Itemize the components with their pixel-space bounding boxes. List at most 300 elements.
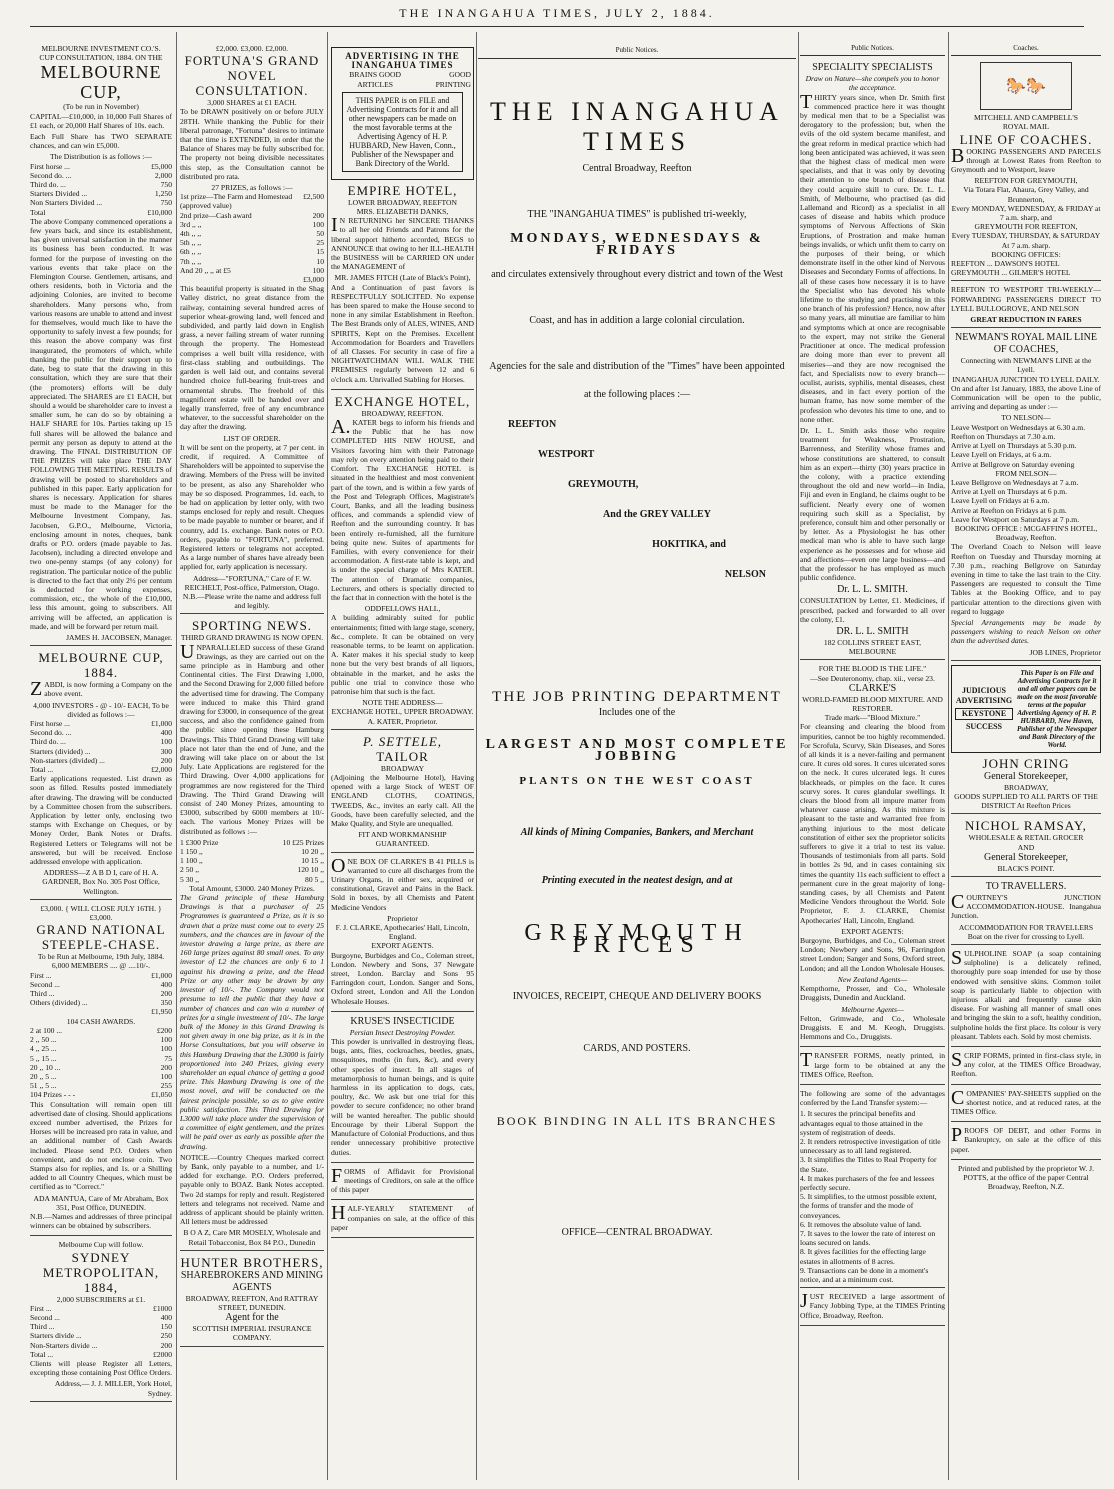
agency-location: NELSON [724,569,766,580]
table-row [30,728,172,737]
notice-line: Includes one of the [598,707,676,718]
ad-address: ADDRESS—Z A B D I, care of H. A. GARDNER, Box No. 305 Post Office, Wellington. [42,868,160,896]
ad-subhead: ACCOMMODATION FOR TRAVELLERS [958,922,1094,932]
timetable-from-nelson [951,478,1101,524]
timetable-to-nelson [951,423,1101,469]
list-item: 4. It makes purchasers of the fee and lessees perfectly secure. [800,1173,935,1192]
row-label: 104 Prizes - - - [30,1090,76,1100]
ad-text: GREYMOUTH ... GILMER'S HOTEL [951,268,1071,278]
agency-location: REEFTON [508,419,557,430]
ad-settele-tailor [331,734,474,853]
ad-subhead: BOOKING OFFICES: [991,249,1061,259]
ad-note: Special Arrangements may be made by passengers wishing to reach Nelson on other than the advertised dates. [951,617,1101,646]
ad-subhead: Draw on Nature—she compels you to honor the acceptance. [805,74,940,93]
row-value: £2000 [153,1349,172,1359]
list-item: Arrive at Lyell on Thursdays at 6 p.m. [951,487,1068,497]
prize-table [30,162,172,217]
row-label: And 20 ,, ,, at £5 [180,265,231,275]
ad-melbourne-investment [30,44,172,646]
ad-title: MELBOURNE CUP, [40,62,162,103]
column-rule [476,32,477,1480]
ad-body: And a Continuation of past favors is RESPECTFULLY SOLICITED. No expense has been spared to make the House second to none in any similar Establishment in Reefton. The Best Brands only of ALES, WINES, AND SPIRITS, Kept on the Premises. Excellent Accommodation for Boarders and Travellers of all Classes. For security in case of fire a NIGHTWATCHMAN WILL WALK THE PREMISES regularly between 12 and 6 o'clock a.m. Unrivalled Stabling for Horses. [331,282,474,384]
table-row [30,747,172,756]
ad-scrip-forms [951,1051,1101,1085]
notice-line: THE "INANGAHUA TIMES" is published tri-weekly, [527,209,747,220]
ad-text: The Distribution is as follows :— [50,152,152,162]
ad-body: HALF-YEARLY STATEMENT of companies on sale, at the office of this paper [331,1202,474,1232]
notice-line: Agencies for the sale and distribution of the "Times" have been appointed [489,361,785,372]
ad-newmans-coaches [951,332,1101,661]
table-row [180,257,324,266]
table-row [180,875,324,884]
table-row [30,737,172,746]
row-value: 10 £25 Prizes [282,837,324,847]
ad-body: Burgoyne, Burbidges and Co., Coleman street, London. Newbery and Sons, 37 Newgate street, London. Barclay and Sons 95 Farringdon court, London. Sanger and Sons, Oxford street, London and All the London Wholesale Houses. [331,950,474,1006]
row-value: £1,000 [151,719,172,728]
ad-zabdi [30,650,172,900]
table-row [180,238,324,247]
column-rule [948,32,949,1480]
ad-body: Kempthorne, Prosser, and Co., Wholesale Druggists, Dunedin and Auckland. [800,984,945,1003]
row-value: 400 [160,728,172,738]
row-value: £3,000 [303,275,324,285]
row-label: First ... [30,1303,52,1313]
ad-title: GRAND NATIONAL STEEPLE-CHASE. [36,922,166,953]
row-value: 200 [312,210,324,220]
ad-owner: MITCHELL AND CAMPBELL'S [973,113,1079,123]
ad-specialists [800,62,945,660]
list-item: Reefton on Thursdays at 7.30 a.m. [951,431,1056,441]
hubbard-agency-logo [331,47,474,180]
ad-westport-tri-weekly [951,285,1101,328]
table-row [30,971,172,980]
paper-address: Central Broadway, Reefton [582,163,692,174]
ad-text: To be Run at Melbourne, 19th July, 1884. [37,952,165,962]
row-value: 400 [160,1312,172,1322]
ad-transfer-forms [800,1051,945,1085]
row-label: 51 ,, 5 ... [30,1081,57,1091]
ad-address: LOWER BROADWAY, REEFTON [348,197,457,207]
ad-subhead: LIST OF ORDER. [223,433,281,443]
prize-table [180,838,324,884]
ad-text: Boat on the river for crossing to Lyell. [967,931,1085,941]
ad-subhead: New Zealand Agents— [837,974,908,984]
row-label: 1 150 ,, [180,847,203,857]
ad-title: KRUSE'S INSECTICIDE [350,1015,455,1027]
table-row [180,847,324,856]
ad-title: P. SETTELE, [362,733,443,749]
keystone-label-bottom: SUCCESS [965,721,1002,731]
notice-emphasis: LARGEST AND MOST COMPLETE JOBBING [485,737,789,764]
table-row [30,189,172,198]
ad-body: A.KATER begs to inform his friends and the Public that he has now COMPLETED HIS NEW HOUSE, and Visitors favoring him with their Patronage may rely on every attention being paid to their Comfort. The EXCHANGE HOTEL is situated in the healthiest and most convenient part of the town, and is within a few yards of the Post and Telegraph Offices, Magistrate's Court, Banks, and all the leading business offices, and commands a splendid view of Reefton and the surrounding country. It has been entirely re-furnished, all the furniture being quite new. Suites of apartments for Families, with every convenience for their accommodation. A first-rate table is kept, and is under the special charge of Mrs KATER. The attention of Dramatic companies, Lecturers, and others is specially directed to the fact that in connection with the hotel is the [331,416,474,602]
row-label: 4th ,, ,, [180,229,202,239]
row-value: 100 [160,737,172,747]
row-value: 100 [160,1071,172,1081]
row-label: 5th ,, ,, [180,238,202,248]
ad-banner: £3,000. { WILL CLOSE JULY 16TH. } £3,000. [40,903,162,923]
row-value: £2,500 [303,192,324,202]
table-row [180,865,324,874]
list-item: Leave Lyell on Fridays, at 6 a.m. [951,450,1052,460]
prize-table [30,971,172,1017]
row-label: Non Starters Divided ... [30,198,103,208]
agency-location: And the GREY VALLEY [603,509,711,520]
ad-body: REEFTON TO WESTPORT TRI-WEEKLY—FORWARDING PASSENGERS DIRECT TO LYELL BULLOGROVE, AND NELSON [951,285,1101,313]
ad-text: AND [1017,842,1035,852]
row-label: Others (divided) ... [30,998,88,1008]
ad-subhead: SHAREBROKERS AND MINING AGENTS [180,1269,324,1293]
row-value: £200 [156,1025,172,1035]
table-row [30,1035,172,1044]
ad-title: HUNTER BROTHERS, [180,1254,324,1270]
row-label: 2nd prize—Cash award [180,210,252,220]
row-label: 5 30 ,, [180,874,199,884]
row-label: Second do. ... [30,728,72,738]
ad-title: FOR THE BLOOD IS THE LIFE." [818,664,927,674]
ad-text: Proprietor [387,913,418,923]
ad-subhead: ROYAL MAIL [1002,122,1050,132]
ad-address: BLACK'S POINT. [997,863,1055,873]
table-row [30,1072,172,1081]
ad-text: Each Full Share has TWO SEPARATE chances, and can win £5,000. [30,132,172,151]
ad-subhead: INANGAHUA JUNCTION TO LYELL DAILY. [952,374,1100,384]
ad-body: To be DRAWN positively on or before JULY 28TH. While thanking the Public for their liberal patronage, "Fortuna" desires to intimate that the time is EXTENDED, in order that the Balance of Shares may be fully subscribed for. The property not being divisible necessitates this step, as the Consultation cannot be distributed pro rata. [180,107,324,181]
row-label: 4 ,, 25 ... [30,1044,57,1054]
row-value: 750 [160,198,172,208]
row-value: 80 5 ,, [305,874,324,884]
row-value: £1000 [153,1303,172,1313]
row-value: 255 [160,1081,172,1091]
table-row [30,719,172,728]
ad-subhead: EXPORT AGENTS. [371,941,434,951]
row-value: 300 [160,746,172,756]
ad-sydney-metropolitan [30,1240,172,1401]
ad-title: TO TRAVELLERS. [985,880,1067,892]
row-value: 100 [160,1035,172,1045]
row-label: Second ... [30,979,60,989]
ad-address: Address—"FORTUNA," Care of F. W. REICHELT, Post-office, Palmerston, Otago. N.B.—Please write the name and address full and legibly. [182,573,322,611]
row-label: 2 at 100 ... [30,1025,63,1035]
row-value: 100 [312,219,324,229]
ad-text: F. J. CLARKE, Apothecaries' Hall, Lincoln, England. [335,923,470,942]
row-label: 2 ,, 50 ... [30,1035,57,1045]
ad-capital: CAPITAL—£10,000, in 10,000 Full Shares of £1 each, or 20,000 Half Shares of 10s. each. [30,111,172,130]
ad-nichol-ramsay [951,818,1101,877]
row-value: £5,000 [151,161,172,171]
row-value: 75 [164,1053,172,1063]
publication-days: MONDAYS, WEDNESDAYS & FRIDAYS [510,231,764,258]
hubbard-keystone-logo [951,665,1101,753]
ad-text: Every MONDAY, WEDNESDAY, & FRIDAY at 7 a.m. sharp, and [951,203,1101,223]
ad-text: 6,000 MEMBERS .... @ ....10/-. [51,961,151,971]
ad-steeplechase [30,904,172,1237]
row-label: Total ... [30,1349,54,1359]
row-value: 10 [316,256,324,266]
ad-body: The above Company commenced operations a few years back, and since its establishment, has given universal satisfaction in the manner its business has been conducted. It was formed for the purpose of investing on the various events that take place on the Flemington Course. Gentlemen, artisans, and others residents, both in Victoria and the adjoining Colonies, are invited to become shareholders. Many persons who, from various reasons are unable to attend and invest for themselves, would much like to have the opportunity to safely invest a few pounds; for this reason the above company was first inaugurated, the promoters of which, while thanking the public for their support up to date, beg to state that the drawing in this consultation, which they are sure that their (the promoters) efforts will be duly appreciated. The SHARES are £1 EACH, but should a would be shareholder care to invest a smaller sum, he can do so by obtaining a HALF SHARE for 10s. Parties taking up 15 full shares will be allowed the balance and permit any person as deputy to attend at the drawing. The FINAL DISTRIBUTION OF THE PRIZES will take place THE DAY FOLLOWING THE MEETING. RESULTS of drawing will be posted to shareholders and published in this paper. Early application for shares is necessary. Application for shares must be made to the Manager for the Melbourne Investment Company, Jas. Jacobsen, G.P.O., Melbourne, Victoria, enclosing amount in notes, cheques, bank drafts or P.O. orders (made payable to Jas. Jacobsen), including a directed envelope and two one-penny stamps (of any colony) for registration. The particular notice of the public is directed to the fact that only 2½ per centum is deducted for working expenses, commission, etc., the whole of the £10,000, less this amount, going to subscribers. All arriving will be affected, an application is made, and will be forward per return mail. [30,216,172,631]
notice-line: BOOK BINDING IN ALL ITS BRANCHES [496,1114,778,1128]
column-4 [478,44,796,1476]
keystone-logo-mark [955,686,1013,732]
ad-subhead: THIRD GRAND DRAWING IS NOW OPEN. [180,633,324,643]
row-value: 200 [160,1340,172,1350]
ad-body: The Overland Coach to Nelson will leave Reefton on Tuesday and Thursday morning at 7.30 p.m., reaching Bellgrove on Saturday evening in time to take the last train to the City. Passengers are requested to consult the Time Tables at the Booking Office, and to pay particular attention to the directions given with regard to luggage [951,542,1101,616]
row-label: First horse ... [30,719,70,728]
notice-line: CARDS, AND POSTERS. [583,1043,691,1054]
row-label: 1st prize—The Farm and Homestead (approved value) [180,192,293,211]
table-row [180,247,324,256]
prize-table [30,1304,172,1359]
greymouth-prices: GREYMOUTH PRICES [524,920,750,958]
paper-title: THE INANGAHUA TIMES [490,97,784,156]
notice-line: INVOICES, RECEIPT, CHEQUE AND DELIVERY BOOKS [512,991,762,1002]
row-value: 120 10 ,, [297,865,324,875]
list-item: Leave Lyell on Fridays at 6 a.m. [951,496,1050,506]
ad-body: TRANSFER FORMS, neatly printed, in large form to be obtained at any the TIMES Office, Reefton. [800,1049,945,1079]
ad-body: PROOFS OF DEBT, and other Forms in Bankruptcy, on sale at the office of this paper. [951,1124,1101,1154]
ad-clarkes-blood-mixture [800,664,945,1047]
table-row [30,162,172,171]
ad-pay-sheets [951,1086,1101,1123]
row-label: 3rd ,, ,, [180,219,202,229]
ad-banner: £2,000. £3,000. £2,000. [215,44,289,53]
row-label: Third ... [30,1322,55,1332]
ad-text: 4,000 INVESTORS - @ - 10/- EACH, To be divided as follows :— [33,700,169,719]
row-label: 1 100 ,, [180,856,203,866]
ad-subhead: BOOKING OFFICE : MCGAFFIN'S HOTEL, Broadway, Reefton. [954,523,1098,543]
ad-notice: NOTICE.—Country Cheques marked correct by Bank, only payable to a number, and 1/- added for exchange. P.O. Orders preferred, payable only to BOAZ. Bank Notes accepted. Two 2d stamps for reply and result. Registered letters and telegrams not received. Name and address of applicant should be plainly written. All letters must be addressed [180,1152,324,1227]
office-address: OFFICE—CENTRAL BROADWAY. [561,1227,713,1238]
prize-table [180,192,324,284]
table-row [30,198,172,207]
ad-body: WHOLESALE & RETAIL GROCER [968,833,1084,843]
table-row [180,229,324,238]
logo-right-label: GOOD PRINTING [435,70,471,89]
ad-address: B O A Z, Care MR MOSELY, Wholesale and Retail Tobacconist, Box 84 P.O., Dunedin [183,1228,321,1247]
ad-body: (Adjoining the Melbourne Hotel), Having opened with a large Stock of WEST OF ENGLAND CLOTHS, COATINGS, TWEEDS, &c., invites an early call. All the Goods, have been carefully selected, and the Make Quality, and Style are unequalled. [331,772,474,828]
ad-body: THIRTY years since, when Dr. Smith first commenced practice here it was thought by medical men that to be a Specialist was derogatory to the profession; but, when the evils of the old system became manifest, and the great reform in medical practice which had long been anticipated was achieved, it was seen that the highest class of medical men were specialists, and that it was only by devoting their attention to one branch of disease that they could acquire skill to cure. Dr. L. L. Smith, of Melbourne, who practised (as did Lallemand and Ricord) as a specialist in all cases of disease and habits which produce symptoms of Nervous Affections of Skin Eruptions, of Prostration and make human beings invalids, or which unfit them to carry on the purposes of their being, or which demonstrate itself in the other kind of Nervous Diseases and Secondary Forms of affections. In all of these cases how necessary it is to have the Specialist who has devoted his whole lifetime to the studying and practising in this one branch of his profession? Hence, now after so many years, all minutiae are familiar to him and symptoms which at once are recognisable to the expert, may not strike the General Practitioner at once. The medical profession are doing more than ever to prevent all miseries—and they are now recognised the fact, and Specialists now to every branch—oculist, aurists, syphilis, mental diseases, chest diseases, and in fact every portion of the human frame, has now some member of the profession who devotes his time to one, and to none other. [800,90,945,424]
ad-hunter-brothers [180,1255,324,1347]
ad-title: EMPIRE HOTEL, [347,182,458,198]
ad-kicker: MELBOURNE INVESTMENT CO.'S. [41,44,161,53]
list-item: Leave for Westport on Saturdays at 7 p.m. [951,514,1080,524]
ad-title: JOHN CRING [982,755,1070,771]
row-value: 200 [160,989,172,999]
keystone-label-mid: KEYSTONE [955,708,1013,720]
ad-exchange-hotel [331,394,474,730]
table-row [30,1063,172,1072]
ad-note: N.B.—Names and addresses of three principal winners can be obtained by subscribers. [30,1211,172,1231]
table-row [180,192,324,210]
ad-subhead: FROM NELSON— [995,468,1057,478]
ad-land-transfer [800,1089,945,1288]
row-label: Non-Starters divide ... [30,1340,98,1350]
ad-body: Dr. L. L. Smith asks those who require treatment for Weakness, Prostration, Barrenness, and Sterility whose frames and whose constitutions are shattered, to consult him as an expert—thirty (30) years practice in the colony, with a practice extending throughout the old and new world—in India, Fiji and even in England, he claims ought to be sufficient. Nearly every one of women requiring such skill as a Specialist, by preference, consult him and other personally or by letter. As a Physiologist he has other medical man who is able to have such large experience as he possesses and for whose aid and affections—even one large business—and that the professor he has employed as much public confidence. [800,425,945,583]
list-item: 9. Transactions can be done in a moment's notice, and at a minimum cost. [800,1265,929,1284]
row-value: 400 [160,979,172,989]
ad-subhead: EXPORT AGENTS: [841,926,904,936]
column-3 [331,44,474,1476]
agency-location: WESTPORT [538,449,595,460]
ad-subhead: 3,000 SHARES at £1 EACH. [207,98,297,108]
ad-text: Trade mark—"Blood Mixture." [824,713,921,723]
ad-signature: Dr. L. L. SMITH. [837,584,908,596]
row-label: Third do. ... [30,737,66,747]
advantages-list [800,1109,945,1284]
table-row [30,180,172,189]
row-value: 2,000 [154,170,172,180]
agency-location: HOKITIKA, and [652,539,726,550]
ad-body: Felton, Grimwade, and Co., Wholesale Druggists. E and M. Keogh, Druggists. Hemmons and Co., Druggists. [800,1013,945,1042]
ad-signature: EXCHANGE HOTEL, UPPER BROADWAY. A. KATER, Proprietor. [331,707,474,726]
column-rule [327,32,328,1480]
ad-subhead: ODDFELLOWS HALL, [364,604,441,614]
row-value: 15 [316,247,324,257]
row-label: Total [30,207,46,217]
notice-line: and circulates extensively throughout every district and town of the West [491,269,783,280]
ad-title: MELBOURNE CUP, 1884. [38,650,164,681]
table-row [30,1341,172,1350]
ad-title: EXCHANGE HOTEL, [334,393,471,409]
row-label: Starters divide ... [30,1331,82,1341]
ad-subhead: GREAT REDUCTION IN FARES [970,315,1082,325]
ad-body: This powder is unrivalled in destroying fleas, bugs, ants, flies, cockroaches, beetles, gnats, mosquitoes, moths (in furs, &c), and every other species of insect. In all stages of metamorphosis to human beings, and is quite harmless in its application to dogs, cats, poultry, &c. We ask but one trial for this powder to secure confidence; no other brand will be wanted hereafter. The public should Encourage by their Liberal Support the Manufacture of Colonial Productions, and thus render unnecessary prohibitive protective duties. [331,1037,474,1157]
row-value: £1,950 [151,1007,172,1017]
table-row [30,1304,172,1313]
column-2 [180,44,324,1476]
row-value: 50 [316,229,324,239]
row-label: 20 ,, 5 ... [30,1071,57,1081]
ad-subhead: TAILOR [376,748,429,764]
job-printing-heading: THE JOB PRINTING DEPARTMENT [492,689,782,705]
ad-address: BROADWAY, [1003,782,1049,792]
table-row [30,756,172,765]
list-item: 2. It renders retrospective investigation of title unnecessary as to all land registered. [800,1136,941,1156]
ad-title: NEWMAN'S ROYAL MAIL LINE OF COACHES, [955,332,1097,356]
ad-affidavit-forms [331,1164,474,1201]
table-row [30,1044,172,1053]
row-label: 6th ,, ,, [180,247,202,257]
ad-john-cring [951,756,1101,815]
row-label: 1 £300 Prize [180,837,219,847]
ad-body: UNPARALLELED success of these Grand Drawings, as they are carried out on the same principle as in Hamburg and other Continental cities. The First Drawing 1,000, and the Second Drawing for 2,000 filled before the advertised time for drawing. The Company were induced to make this Third grand drawing for £3000, in consequence of the great success, and also the confidence gained from the public since opening these Hamburg Drawings. This Third Grand Drawing will take place not later than the end of June, and the drawing will take place on or about the 1st July. Late Applications are registered for the Third Drawing. Over 4,000 applications for programmes are now registered for the Third Drawing. The Third Grand Drawing will consist of 240 Money Prizes, amounting to £3000, subscribed by 6000 members at 10/- each. The various Money Prizes will be distributed as follows :— [180,640,324,836]
ad-proofs-of-debt [951,1126,1101,1160]
agency-location: GREYMOUTH, [568,479,639,490]
column-rule [176,32,177,1480]
ad-lead: The following are some of the advantages conferred by the Land Transfer system:— [800,1088,945,1108]
ad-title: NICHOL RAMSAY, [965,818,1087,834]
row-value: 250 [160,1331,172,1341]
row-label: Second ... [30,1312,60,1322]
logo-ring-text: ADVERTISING IN THE INANGAHUA TIMES [345,51,460,71]
ad-address: BROADWAY, REEFTON. [361,408,444,418]
table-row [30,1081,172,1090]
ad-text: 27 PRIZES, as follows :— [211,183,293,193]
row-label: Second do. ... [30,170,72,180]
table-row [30,765,172,774]
row-label: 2 50 ,, [180,865,199,875]
column-1 [30,44,172,1476]
section-header: Public Notices. [478,44,796,59]
table-row [30,1322,172,1331]
section-header: Coaches. [951,44,1101,56]
row-value: 200 [160,755,172,765]
ad-text: SCOTTISH IMPERIAL INSURANCE COMPANY. [192,1324,312,1343]
notice-line: Coast, and has in addition a large colonial circulation. [529,315,745,326]
ad-text: Every TUESDAY, THURSDAY, & SATURDAY At 7 a.m. sharp. [951,231,1101,250]
logo-left-label: BRAINS GOOD ARTICLES [349,70,401,89]
ad-empire-hotel [331,183,474,390]
ad-note: (To be run in November) [63,102,139,112]
ad-body: FORMS of Affidavit for Provisional meetings of Creditors, on sale at the office of this paper [331,1164,474,1195]
row-value: £10,000 [147,207,172,217]
ad-mitchell-campbell-coaches [951,62,1101,281]
ad-text: Total Amount, £3000. 240 Money Prizes. [189,883,315,893]
ad-subhead: MR. JAMES FITCH (Late of Black's Point), [334,273,471,283]
row-label: First ... [30,970,52,980]
table-row [30,1313,172,1322]
ad-text: REEFTON ... DAWSON'S HOTEL [951,259,1060,269]
list-item: Arrive at Bellgrove on Saturday evening [951,459,1075,469]
ad-signature: JOB LINES, Proprietor [1029,647,1101,657]
table-row [180,266,324,275]
row-label: 20 ,, 10 ... [30,1062,61,1072]
coach-illustration-icon: 🐎🐎 [980,62,1072,110]
list-item: 7. It saves to the lower the rate of interest on loans secured on lands. [800,1228,936,1248]
ad-title: LINE OF COACHES. [959,131,1093,147]
ad-body: A building admirably suited for public entertainments; fitted with large stage, scenery, &c., complete. It can be obtained on very reasonable terms, to be learnt on application. A. Kater makes it his special study to keep none but the very best brands of all liquors, obtainable in the market, and he asks the public one trial to convince those who patronise him that such is the fact. [331,613,474,696]
ad-body: Burgoyne, Burbidges, and Co., Coleman street London; Newbery and Sons, 96, Farringdon street London; Sanger and Sons, Oxford street, London; and all the London Wholesale Houses. [800,936,945,973]
ad-route: GREYMOUTH FOR REEFTON, [974,222,1078,232]
table-row [180,220,324,229]
table-row [30,1054,172,1063]
ad-title: SPECIALITY SPECIALISTS [812,62,933,74]
ad-fancy-type [800,1292,945,1326]
row-label: 7th ,, ,, [180,256,202,266]
printer-imprint: Printed and published by the proprietor W. J. POTTS, at the office of the paper Central Broadway, Reefton, N.Z. [957,1163,1095,1192]
masthead-rule [30,26,1084,27]
ad-route: REEFTON FOR GREYMOUTH, [974,176,1078,186]
ad-lead: ZABDI, is now forming a Company on the above event. [30,678,172,701]
ad-body: SULPHOLINE SOAP (a soap containing sulpholine) is a delicately refined, thoroughly pure soap intended for use by those endowed with sensitive skins. Common toilet soap is particularly liable to objection with injurious alkali and frequently cause skin disease. For washing all manner of small ones and bringing the skin to a soft, healthy condition, sulpholine holds the first place. Its colour is very pleasant. Tablets each. Sold by most chemists. [951,947,1101,1041]
list-item: Leave Westport on Wednesdays at 6.30 a.m. [951,422,1086,432]
row-label: Total ... [30,765,54,775]
table-row [30,1331,172,1340]
cash-awards-table [30,1026,172,1100]
ad-text: NOTE THE ADDRESS— [362,698,443,708]
ad-subhead: Persian Insect Destroying Powder. [349,1027,456,1037]
row-label: Starters (divided) ... [30,746,91,756]
ad-body: For cleansing and clearing the blood from impurities, cannot be too highly recommended. For Scrofula, Scurvy, Skin Diseases, and Sores of all kinds it is a never-failing and permanent cure. It cures old sores. It cures ulcerated sores on the neck. It cures ulcerated legs. It cures blackheads, or pimples on the face. It cures scurvy sores. It cures glandular swellings. It clears the blood from all impure matter from whatever cause arising. As this mixture is pleasant to the taste and warranted free from anything injurious to the most delicate constitution of either sex the proprietor solicits sufferers to give it a trial to test its value. Thousands of testimonials from all parts. Sold in bottles 2s 9d, and in cases containing six times the quantity 11s each sufficient to effect a permanent cure in the great majority of long-standing cases, by all Chemists and Patent Medicine Vendors throughout the World. Sole Proprietor, F. J. CLARKE, Chemist Apothecaries' Hall, Lincoln, England. [800,722,945,925]
ad-text: Via Totara Flat, Ahaura, Grey Valley, and Brunnerton, [963,185,1089,204]
row-label: Starters Divided ... [30,189,88,199]
list-item: Arrive at Reefton on Fridays at 6 p.m. [951,505,1067,515]
ad-text: Melbourne Cup will follow. [58,1240,144,1250]
ad-address: ADA MANTUA, Care of Mr Abraham, Box 351, Post Office, DUNEDIN. [33,1193,169,1212]
list-item: 5. It simplifies, to the utmost possible extent, the forms of transfer and the mode of conveyances. [800,1192,937,1220]
table-row [30,208,172,217]
row-label: 5 ,, 15 ... [30,1053,57,1063]
ad-address: 182 COLLINS STREET EAST, MELBOURNE [823,637,922,657]
ad-text: —See Deuteronomy, chap. xii., verse 23. [810,673,935,683]
ad-courtneys-junction [951,881,1101,945]
table-row [30,980,172,989]
keystone-label-top: JUDICIOUS ADVERTISING [955,685,1013,705]
row-value: £1,000 [151,970,172,980]
ad-body: COMPANIES' PAY-SHEETS supplied on the shortest notice, and at reduced rates, at the TIMES Office. [951,1086,1101,1117]
table-row [30,1007,172,1016]
ad-signature: JAMES H. JACOBSEN, Manager. [66,632,172,642]
